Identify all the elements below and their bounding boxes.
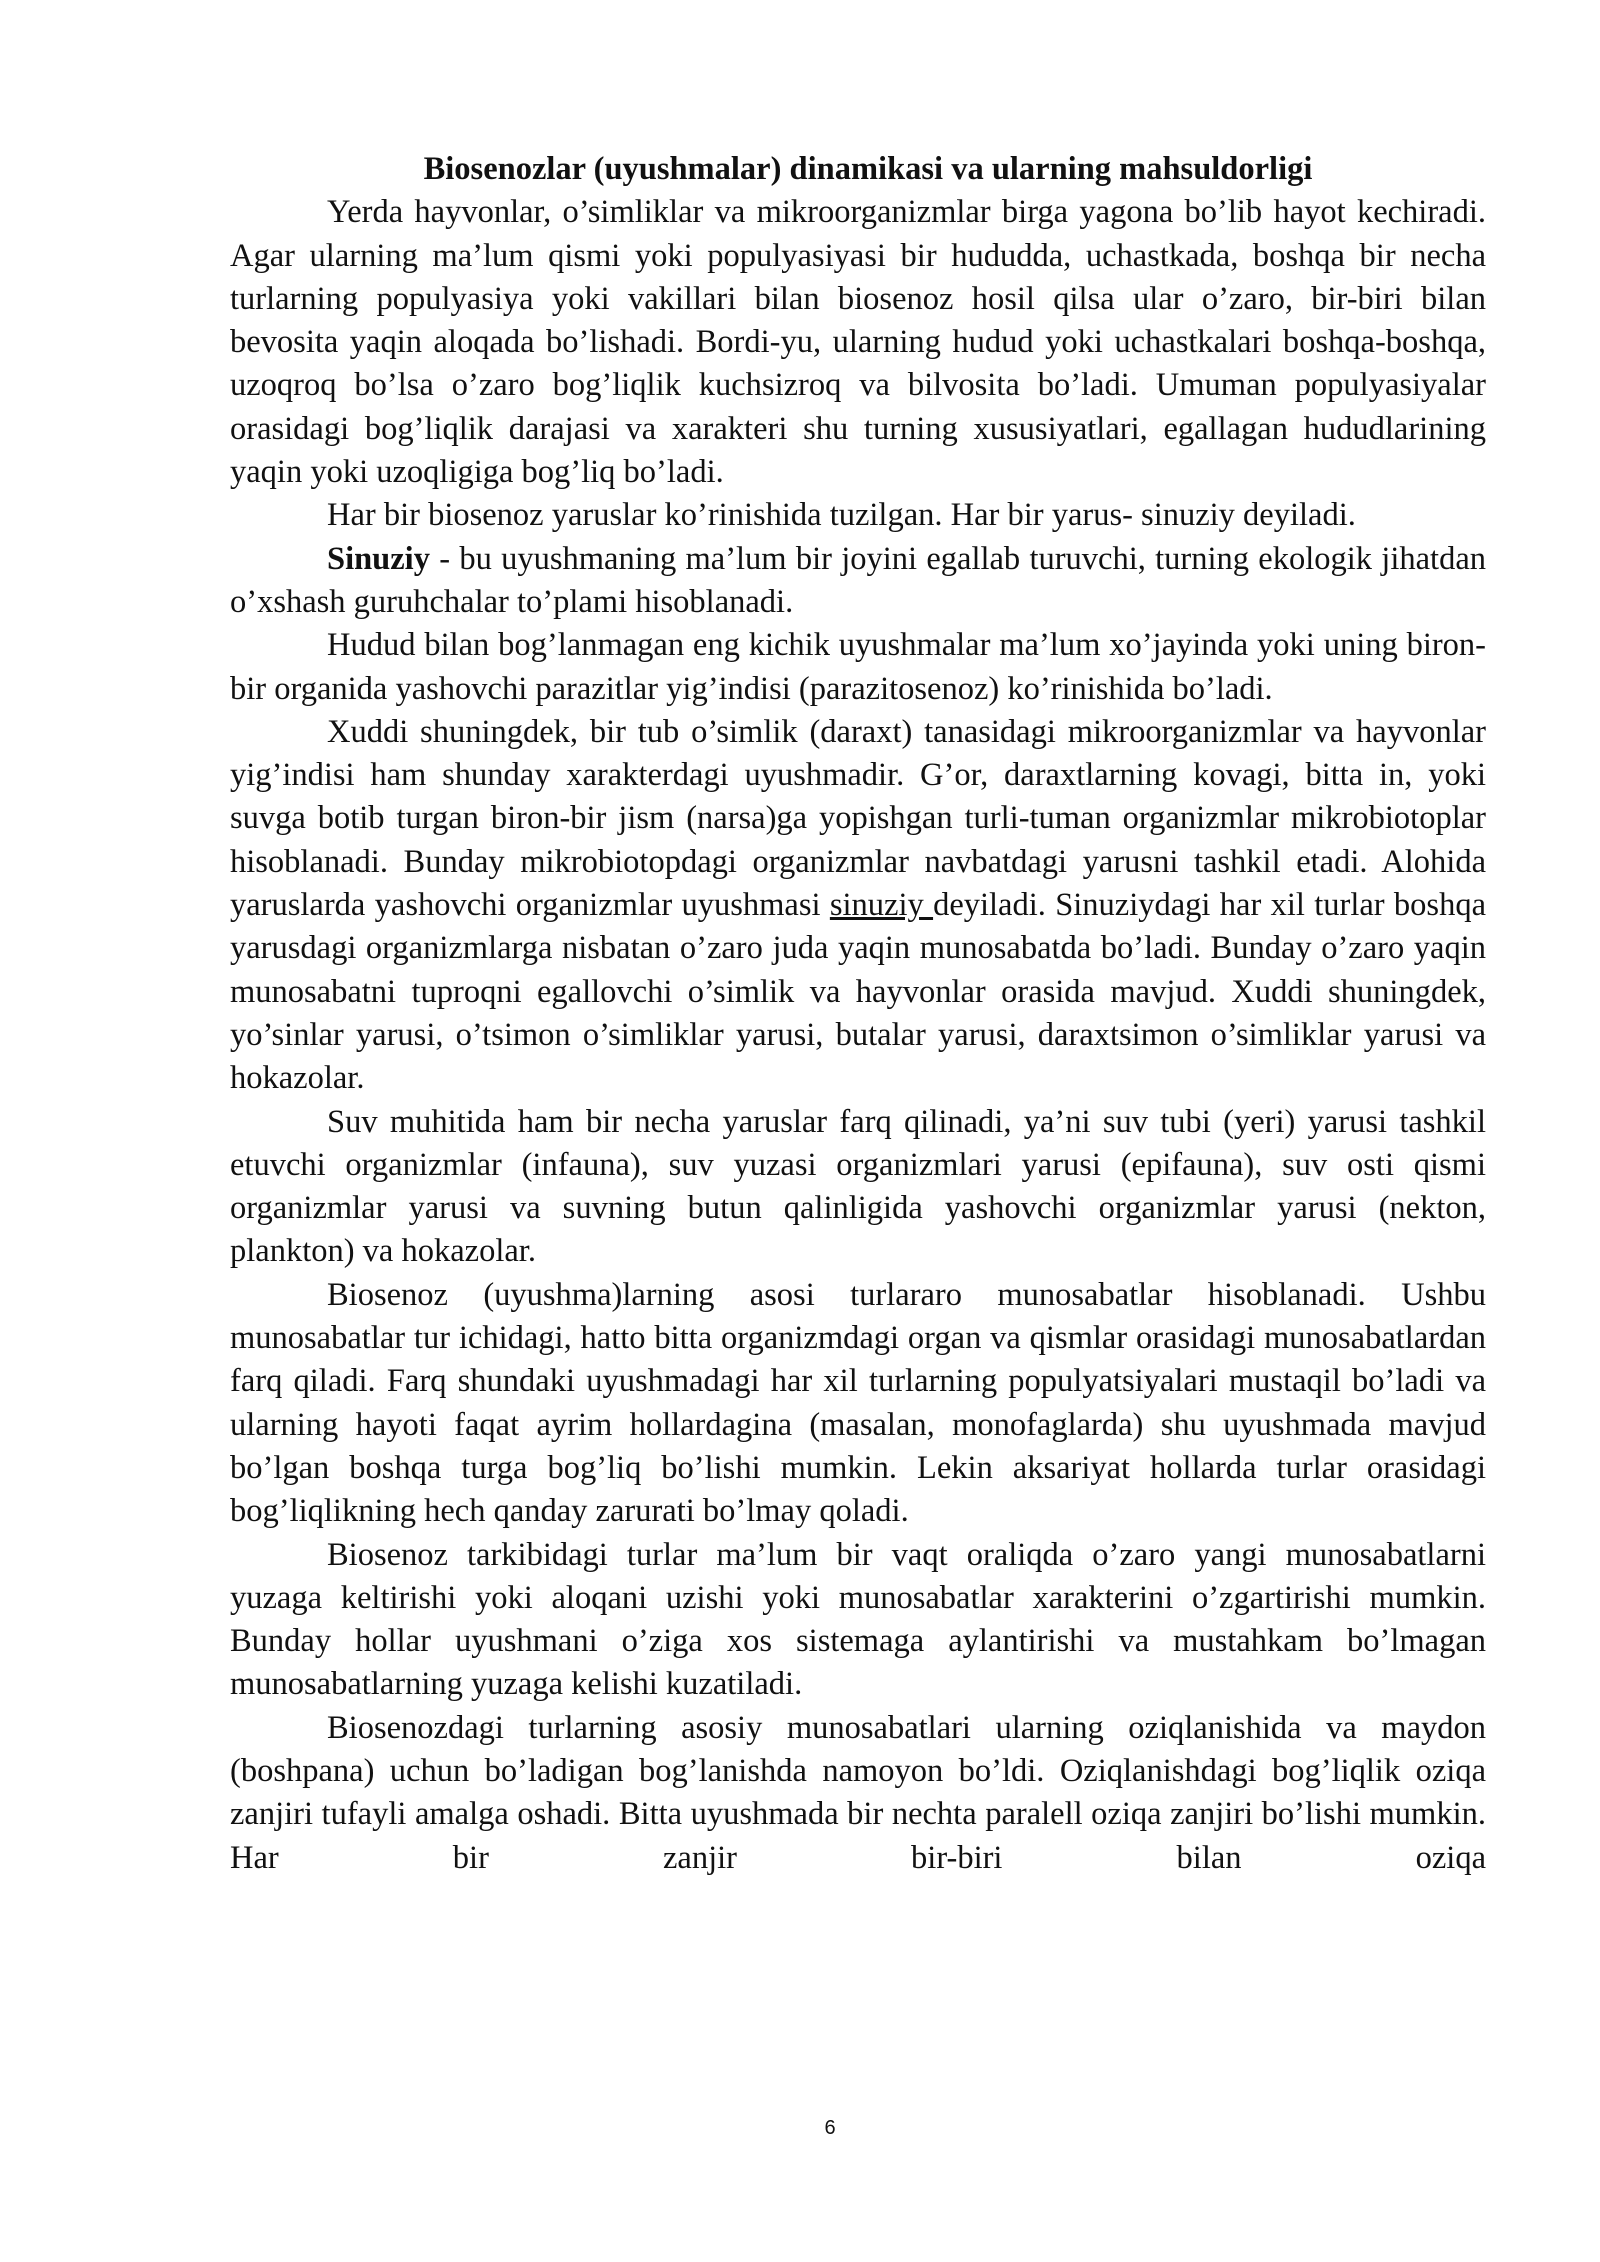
paragraph-oziqa-zanjiri: Biosenozdagi turlarning asosiy munosabatlari ularning oziqlanishida va maydon (boshpana) uchun bo’ladigan bog’lanishda namoyon bo’ldi. Oziqlanishdagi bog’liqlik oziqa zanjiri tufayli amalga oshadi. Bitta uyushmada bir nechta paralell oziqa zanjiri bo’lishi mumkin. Har bir zanjir bir-biri bilan oziqa	[230, 1709, 1486, 1876]
paragraph-intro: Yerda hayvonlar, o’simliklar va mikroorganizmlar birga yagona bo’lib hayot kechiradi. Agar ularning ma’lum qismi yoki populyasiyasi bir hududda, uchastkada, boshqa bir necha turlarning populyasiya yoki vakillari bilan biosenoz hosil qilsa ular o’zaro, bir-biri bilan bevosita yaqin aloqada bo’lishadi. Bordi-yu, ularning hudud yoki uchastkalari boshqa-boshqa, uzoqroq bo’lsa o’zaro bog’liqlik kuchsizroq va bilvosita bo’ladi. Umuman populyasiyalar orasidagi bog’liqlik darajasi va xarakteri shu turning xususiyatlari, egallagan hududlarining yaqin yoki uzoqligiga bog’liq bo’ladi.	[230, 194, 1486, 491]
document-title: Biosenozlar (uyushmalar) dinamikasi va ularning mahsuldorligi	[423, 151, 1313, 187]
page-number: 6	[824, 2117, 836, 2139]
sinuziy-term: Sinuziy	[327, 540, 430, 577]
document-page	[230, 148, 1486, 1880]
paragraph-biosenoz-tarkibi: Biosenoz tarkibidagi turlar ma’lum bir vaqt oraliqda o’zaro yangi munosabatlarni yuzaga keltirishi yoki aloqani uzishi yoki munosabatlar xarakterini o’zgartirishi mumkin. Bunday hollar uyushmani o’ziga xos sistemaga aylantirishi va mustahkam bo’lmagan munosabatlarning yuzaga kelishi kuzatiladi.	[230, 1536, 1486, 1703]
paragraph-parazitosenoz: Hudud bilan bog’lanmagan eng kichik uyushmalar ma’lum xo’jayinda yoki uning biron-bir organida yashovchi parazitlar yig’indisi (parazitosenoz) ko’rinishida bo’ladi.	[230, 627, 1486, 707]
paragraph-sinuziy-definition	[230, 538, 1486, 625]
paragraph-turlararo: Biosenoz (uyushma)larning asosi turlararo munosabatlar hisoblanadi. Ushbu munosabatlar tur ichidagi, hatto bitta organizmdagi organ va qismlar orasidagi munosabatlardan farq qiladi. Farq shundaki uyushmadagi har xil turlarning populyatsiyalari mustaqil bo’ladi va ularning hayoti faqat ayrim hollardagina (masalan, monofaglarda) shu uyushmada mavjud bo’lgan boshqa turga bog’liq bo’lishi mumkin. Lekin aksariyat hollarda turlar orasidagi bog’liqlikning hech qanday zarurati bo’lmay qoladi.	[230, 1276, 1486, 1530]
paragraph-mikrobiotop	[230, 711, 1486, 1101]
mikrobiotop-text-before: Xuddi shuningdek, bir tub o’simlik (daraxt) tanasidagi mikroorganizmlar va hayvonlar yig’indisi ham shunday xarakterdagi uyushmadir. G’or, daraxtlarning kovagi, bitta in, yoki suvga botib turgan biron-bir jism (narsa)ga yopishgan turli-tuman organizmlar mikrobiotoplar hisoblanadi. Bunday mikrobiotopdagi organizmlar navbatdagi yarusni tashkil etadi. Alohida yaruslarda yashovchi organizmlar uyushmasi	[230, 713, 1486, 924]
mikrobiotop-text-after: deyiladi. Sinuziydagi har xil turlar boshqa yarusdagi organizmlarga nisbatan o’zaro juda yaqin munosabatda bo’ladi. Bunday o’zaro yaqin munosabatni tuproqni egallovchi o’simlik va hayvonlar orasida mavjud. Xuddi shuningdek, yo’sinlar yarusi, o’tsimon o’simliklar yarusi, butalar yarusi, daraxtsimon o’simliklar yarusi va hokazolar.	[230, 887, 1486, 1097]
paragraph-suv-muhiti: Suv muhitida ham bir necha yaruslar farq qilinadi, ya’ni suv tubi (yeri) yarusi tashkil etuvchi organizmlar (infauna), suv yuzasi organizmlari yarusi (epifauna), suv osti qismi organizmlar yarusi va suvning butun qalinligida yashovchi organizmlar yarusi (nekton, plankton) va hokazolar.	[230, 1103, 1486, 1270]
sinuziy-definition-text: - bu uyushmaning ma’lum bir joyini egallab turuvchi, turning ekologik jihatdan o’xshash guruhchalar to’plami hisoblanadi.	[230, 540, 1486, 620]
paragraph-yarus: Har bir biosenoz yaruslar ko’rinishida tuzilgan. Har bir yarus- sinuziy deyiladi.	[327, 497, 1356, 534]
sinuziy-underlined-term: sinuziy	[829, 887, 934, 924]
